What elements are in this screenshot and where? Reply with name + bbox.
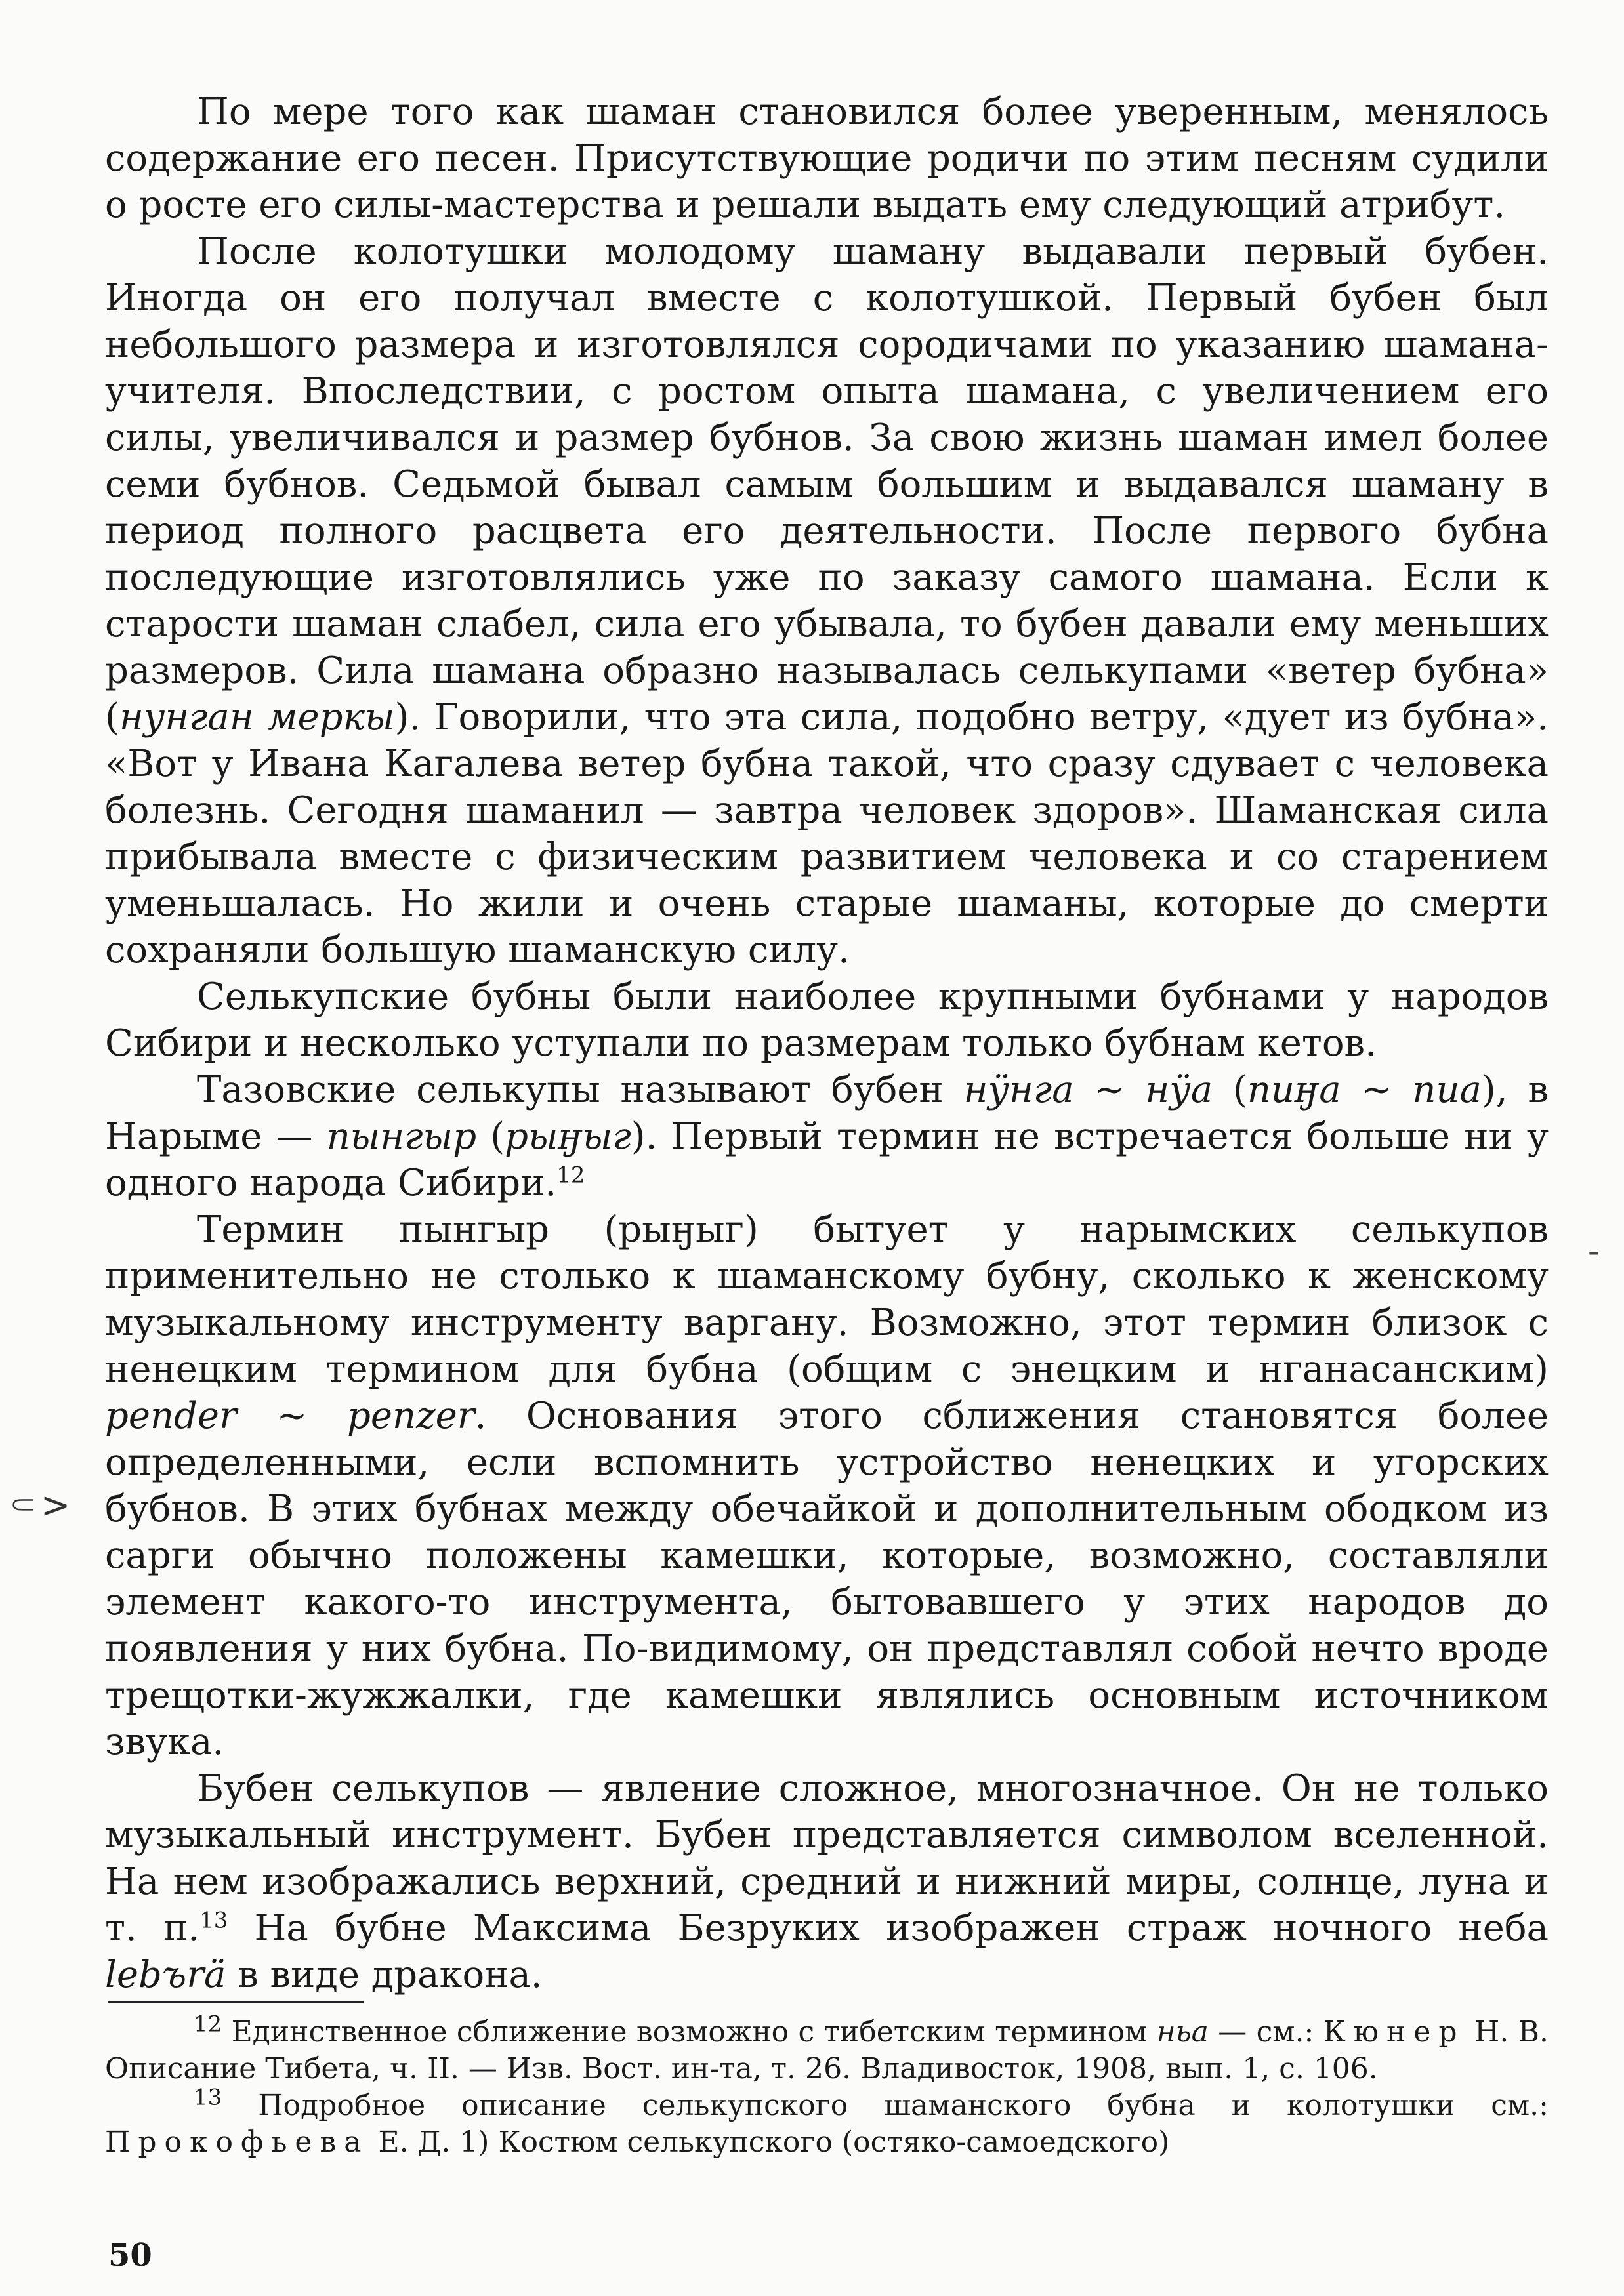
author-kyuner: Кюнер [1323,2015,1465,2049]
main-text [105,89,1549,1998]
paragraph-4: Тазовские селькупы называют бубен нӱнга ~ нӱа (пиӈа ~ пиа), в Нарыме — пынгыр (рыӈыг). Первый термин не встречается больше ни у одного народа Сибири.$^{12}$ [105,1069,1549,1204]
page-number: 50 [108,2237,152,2274]
paragraph-5: Термин пынгыр (рыӈыг) бытует у нарымских селькупов применительно не столько к шаманскому бубну, сколько к женскому музыкальному инструменту варгану. Возможно, этот термин близок с ненецким термином для бубна (общим с энецким и нганасанским) pender ~ penzer. Основания этого сближения становятся более определенными, если вспомнить устройство ненецких и угорских бубнов. В этих бубнах между обечайкой и дополнительным ободком из сарги обычно положены камешки, которые, возможно, составляли элемент какого-то инструмента, бытовавшего у этих народов до появления у них бубна. По-видимому, он представлял собой нечто вроде трещотки-жужжалки, где камешки являлись основным источником звука. [105,1208,1549,1763]
margin-annotation-left: ⸦> [5,1485,71,1526]
term-pender: pender ~ penzer [105,1395,475,1437]
footnote-13: $^{13}$ Подробное описание селькупского шаманского бубна и колотушки см.: Прокофьева Е. Д. 1) Костюм селькупского (остяко-самоедского) [105,2084,1549,2159]
term-nungan-merky: нунган меркы [119,696,395,739]
footnote-12: $^{12}$ Единственное сближение возможно с тибетским термином ньа — см.: Кюнер Н. В. Описание Тибета, ч. II. — Изв. Вост. ин-та, т. 26. Владивосток, 1908, вып. 1, с. 106. [105,2011,1549,2085]
author-prokofieva: Прокофьева [105,2125,369,2159]
footnote-ref-13[interactable]: 13 [199,1907,228,1934]
term-pyngyr: пынгыр [326,1115,477,1158]
footnote-divider [108,2001,364,2003]
paragraph-6: Бубен селькупов — явление сложное, многозначное. Он не только музыкальный инструмент. Бубен представляется символом вселенной. На нем изображались верхний, средний и нижний миры, солнце, луна и т. п.$^{13}$ На бубне Максима Безруких изображен страж ночного неба lebъrä в виде дракона. [105,1767,1549,1996]
term-lebra: lebъrä [105,1954,226,1996]
term-ryngyg: рыӈыг [505,1115,631,1158]
term-pinga: пиӈа ~ пиа [1247,1069,1482,1111]
term-nunga: нӱнга ~ нӱа [963,1069,1213,1111]
paragraph-1: По мере того как шаман становился более уверенным, менялось содержание его песен. Присутствующие родичи по этим песням судили о росте его силы-мастерства и решали выдать ему следующий атрибут. [105,91,1549,226]
footnote-ref-12[interactable]: 12 [556,1162,585,1189]
paragraph-2: После колотушки молодому шаману выдавали первый бубен. Иногда он его получал вместе с колотушкой. Первый бубен был небольшого размера и изготовлялся сородичами по указанию шамана-учителя. Впоследствии, с ростом опыта шамана, с увеличением его силы, увеличивался и размер бубнов. За свою жизнь шаман имел более семи бубнов. Седьмой бывал самым большим и выдавался шаману в период полного расцвета его деятельности. После первого бубна последующие изготовлялись уже по заказу самого шамана. Если к старости шаман слабел, сила его убывала, то бубен давали ему меньших размеров. Сила шамана образно называлась селькупами «ветер бубна» (нунган меркы). Говорили, что эта сила, подобно ветру, «дует из бубна». «Вот у Ивана Кагалева ветер бубна такой, что сразу сдувает с человека болезнь. Сегодня шаманил — завтра человек здоров». Шаманская сила прибывала вместе с физическим развитием человека и со старением уменьшалась. Но жили и очень старые шаманы, которые до смерти сохраняли большую шаманскую силу. [105,230,1549,972]
margin-annotation-right: - [1588,1233,1600,1270]
paragraph-3: Селькупские бубны были наиболее крупными бубнами у народов Сибири и несколько уступали по размерам только бубнам кетов. [105,975,1549,1065]
footnotes [105,2011,1549,2161]
